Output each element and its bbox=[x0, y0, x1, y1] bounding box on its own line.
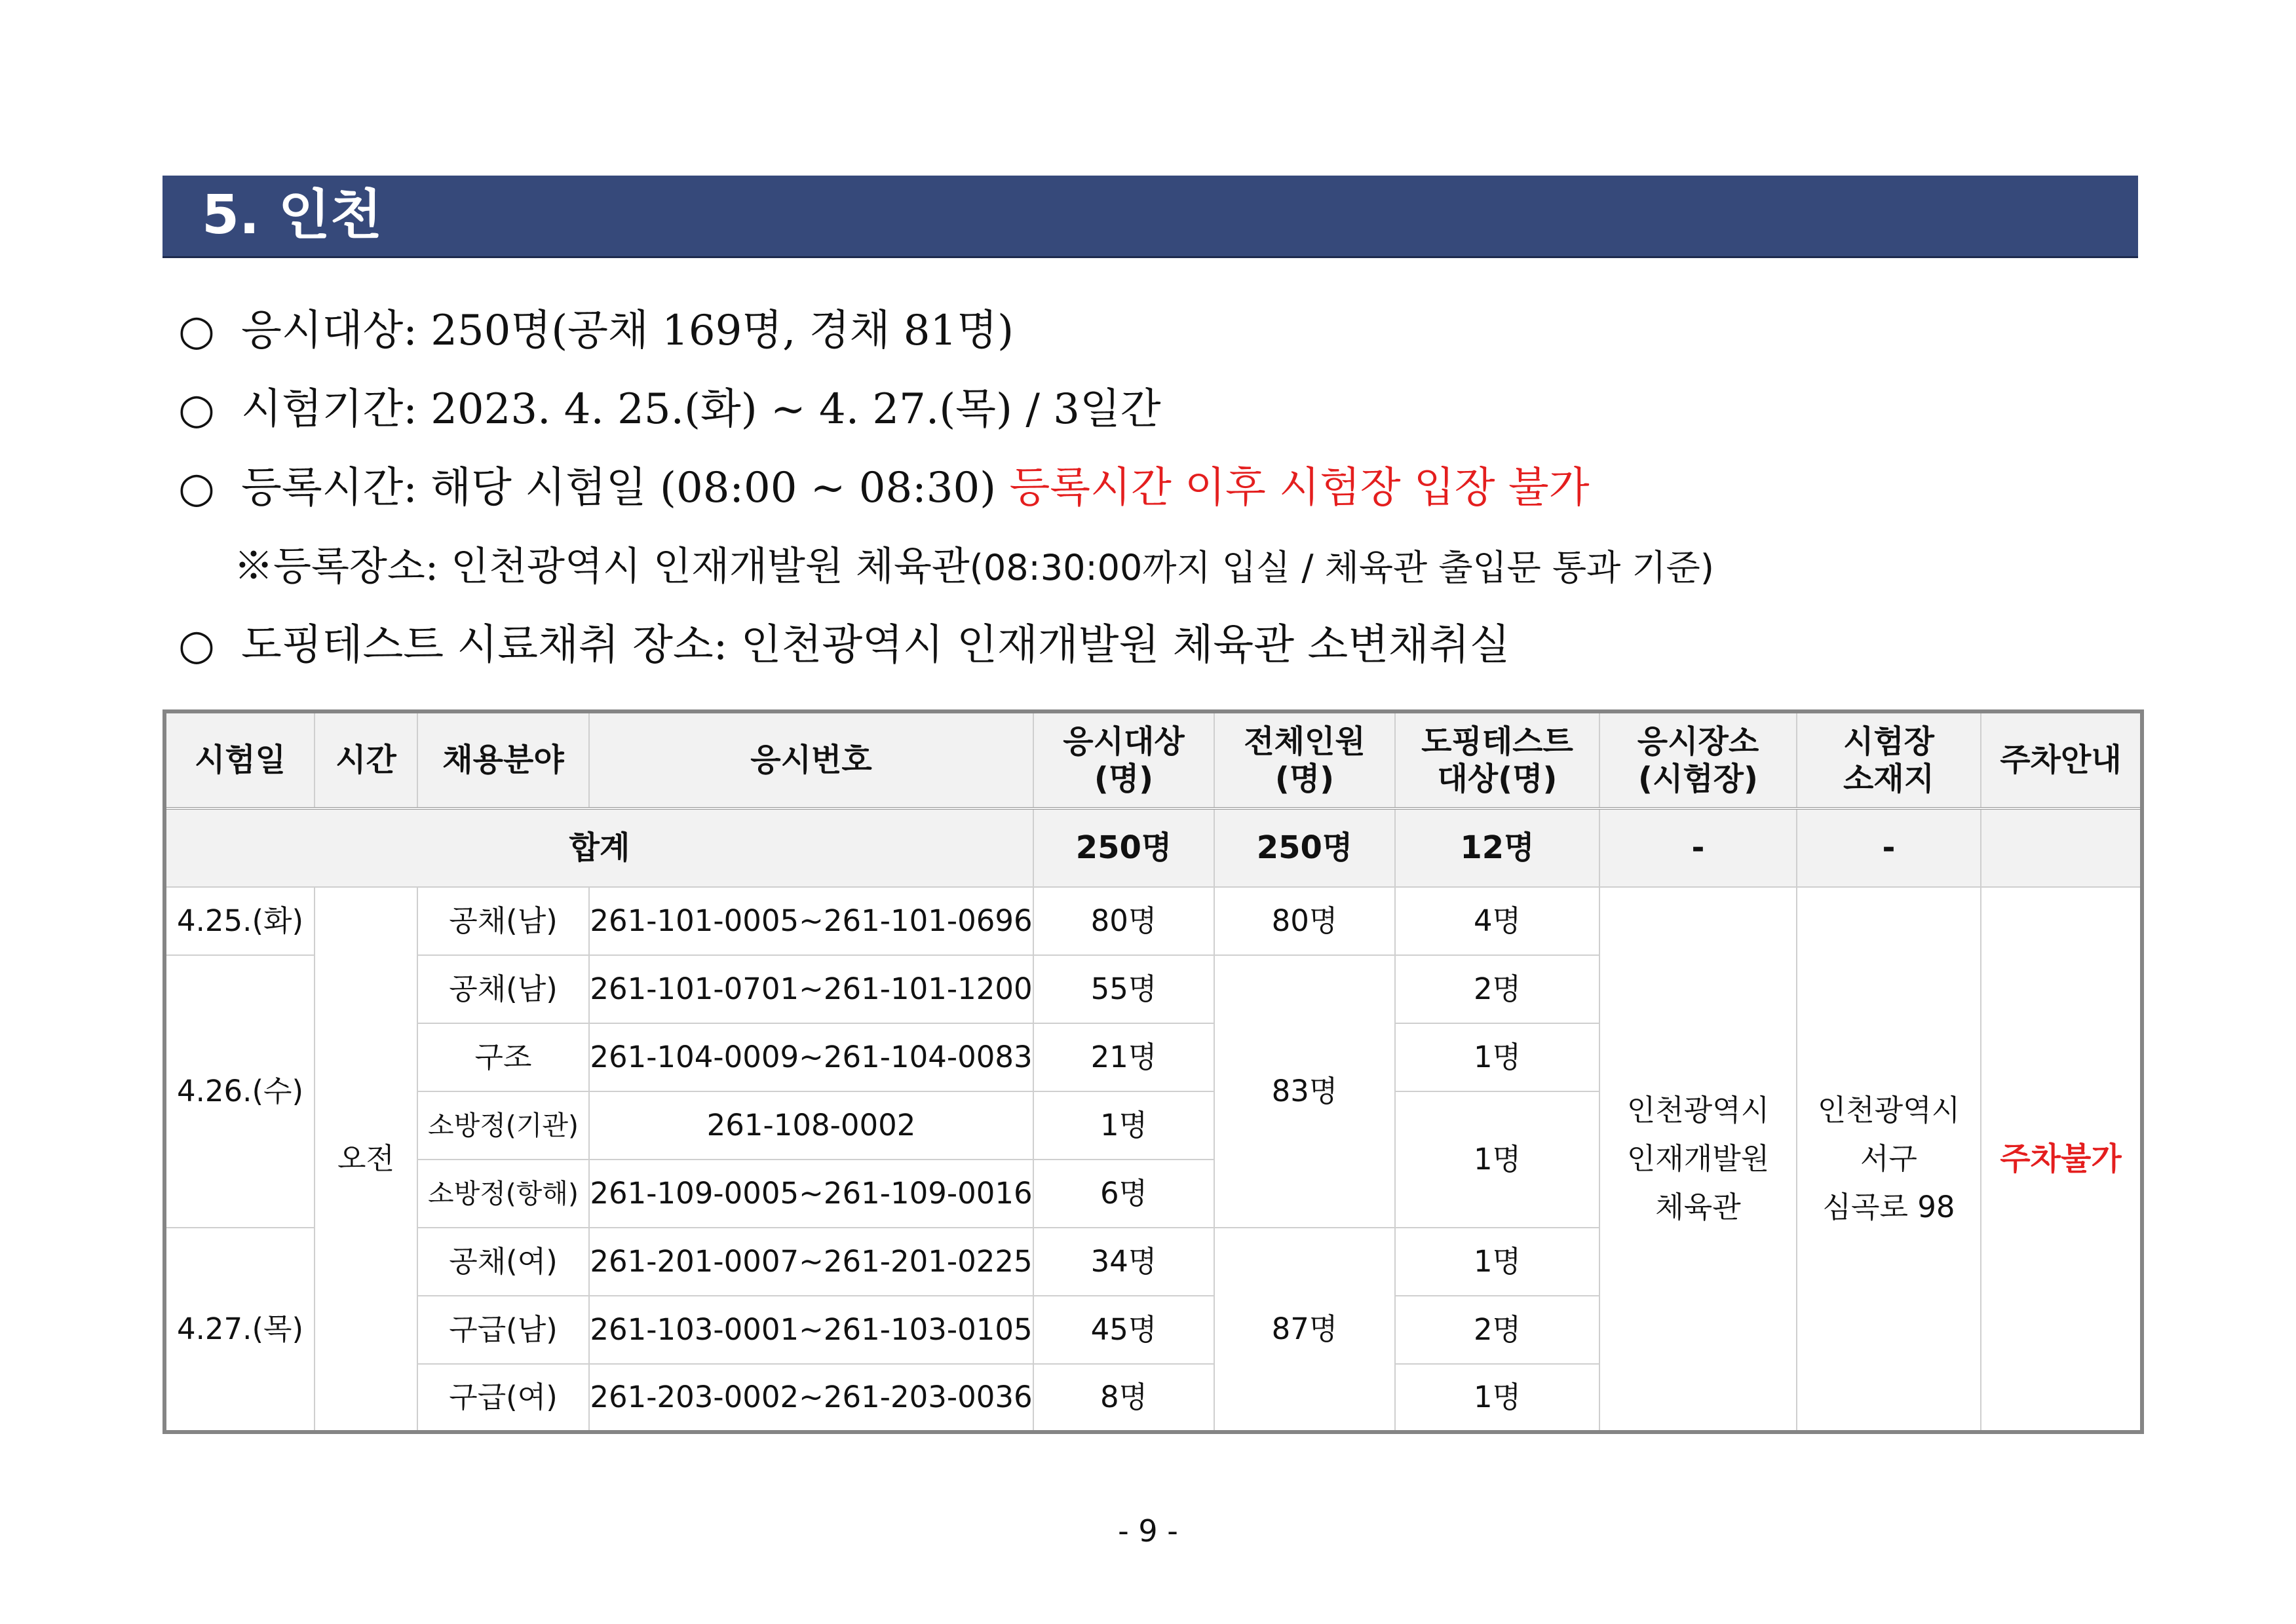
header-line: (시험장) bbox=[1638, 760, 1758, 797]
date-cell: 4.27.(목) bbox=[164, 1228, 315, 1432]
registration-warning: 등록시간 이후 시험장 입장 불가 bbox=[1009, 464, 1590, 512]
applicants-cell: 1명 bbox=[1033, 1091, 1214, 1160]
applicants-cell: 80명 bbox=[1033, 887, 1214, 955]
header-venue bbox=[1599, 711, 1797, 808]
header-address bbox=[1797, 711, 1981, 808]
number-cell: 261-109-0005~261-109-0016 bbox=[589, 1160, 1033, 1228]
bullet-value: 250명 bbox=[430, 307, 552, 355]
field-cell: 공채(남) bbox=[417, 955, 589, 1023]
applicants-cell: 21명 bbox=[1033, 1023, 1214, 1091]
total-label: 합계 bbox=[164, 808, 1033, 887]
doping-cell: 1명 bbox=[1395, 1023, 1599, 1091]
header-line: 전체인원 bbox=[1244, 723, 1366, 760]
section-title: 5. 인천 bbox=[202, 184, 383, 246]
total-venue: - bbox=[1599, 808, 1797, 887]
circle-marker-icon: ○ bbox=[178, 621, 215, 670]
bullet-label: 도핑테스트 시료채취 장소: bbox=[241, 621, 728, 670]
number-cell: 261-103-0001~261-103-0105 bbox=[589, 1296, 1033, 1364]
doping-cell: 2명 bbox=[1395, 955, 1599, 1023]
header-doping bbox=[1395, 711, 1599, 808]
total-address: - bbox=[1797, 808, 1981, 887]
field-cell: 공채(남) bbox=[417, 887, 589, 955]
number-cell: 261-104-0009~261-104-0083 bbox=[589, 1023, 1033, 1091]
section-header-bar bbox=[163, 176, 2138, 258]
header-field: 채용분야 bbox=[417, 711, 589, 808]
applicants-cell: 45명 bbox=[1033, 1296, 1214, 1364]
note-prefix: ※등록장소: 인천광역시 인재개발원 체육관 bbox=[234, 544, 970, 590]
field-cell: 공채(여) bbox=[417, 1228, 589, 1296]
header-line: 응시장소 bbox=[1637, 723, 1759, 760]
circle-marker-icon: ○ bbox=[178, 464, 215, 512]
field-cell: 구급(여) bbox=[417, 1364, 589, 1432]
address-line: 서구 bbox=[1860, 1141, 1917, 1176]
doping-cell: 1명 bbox=[1395, 1228, 1599, 1296]
total-total: 250명 bbox=[1214, 808, 1395, 887]
applicants-cell: 6명 bbox=[1033, 1160, 1214, 1228]
circle-marker-icon: ○ bbox=[178, 307, 215, 355]
field-cell: 소방정(기관) bbox=[417, 1091, 589, 1160]
bullet-doping-place bbox=[178, 621, 1510, 670]
doping-cell: 2명 bbox=[1395, 1296, 1599, 1364]
bullet-value: 2023. 4. 25.(화) ~ 4. 27.(목) / 3일간 bbox=[430, 385, 1161, 434]
total-parking bbox=[1981, 808, 2142, 887]
total-applicants: 250명 bbox=[1033, 808, 1214, 887]
header-line: (명) bbox=[1094, 760, 1154, 797]
header-total bbox=[1214, 711, 1395, 808]
doping-cell: 1명 bbox=[1395, 1364, 1599, 1432]
table-row bbox=[164, 887, 2142, 955]
bullet-label: 등록시간: bbox=[241, 464, 417, 512]
header-parking: 주차안내 bbox=[1981, 711, 2142, 808]
doping-cell: 4명 bbox=[1395, 887, 1599, 955]
number-cell: 261-203-0002~261-203-0036 bbox=[589, 1364, 1033, 1432]
venue-cell bbox=[1599, 887, 1797, 1432]
header-line: 응시대상 bbox=[1063, 723, 1185, 760]
page-number: - 9 - bbox=[1118, 1513, 1178, 1549]
field-cell: 구조 bbox=[417, 1023, 589, 1091]
field-cell: 소방정(항해) bbox=[417, 1160, 589, 1228]
header-line: 대상(명) bbox=[1437, 760, 1558, 797]
total-cell: 80명 bbox=[1214, 887, 1395, 955]
time-cell: 오전 bbox=[315, 887, 417, 1432]
header-applicants bbox=[1033, 711, 1214, 808]
number-cell: 261-101-0005~261-101-0696 bbox=[589, 887, 1033, 955]
number-cell: 261-201-0007~261-201-0225 bbox=[589, 1228, 1033, 1296]
bullet-note: (공채 169명, 경채 81명) bbox=[551, 307, 1014, 355]
venue-line: 체육관 bbox=[1655, 1190, 1741, 1224]
bullet-label: 응시대상: bbox=[241, 307, 417, 355]
address-line: 심곡로 98 bbox=[1822, 1190, 1955, 1224]
date-cell: 4.26.(수) bbox=[164, 955, 315, 1228]
bullet-exam-period bbox=[178, 385, 1161, 434]
header-line: 시험장 bbox=[1843, 723, 1935, 760]
number-cell: 261-101-0701~261-101-1200 bbox=[589, 955, 1033, 1023]
header-line: (명) bbox=[1274, 760, 1335, 797]
header-line: 도핑테스트 bbox=[1421, 723, 1573, 760]
header-date: 시험일 bbox=[164, 711, 315, 808]
total-cell: 83명 bbox=[1214, 955, 1395, 1228]
table-header-row bbox=[164, 711, 2142, 808]
applicants-cell: 8명 bbox=[1033, 1364, 1214, 1432]
exam-schedule-table bbox=[163, 709, 2144, 1434]
header-number: 응시번호 bbox=[589, 711, 1033, 808]
bullet-label: 시험기간: bbox=[241, 385, 417, 434]
parking-cell: 주차불가 bbox=[1981, 887, 2142, 1432]
circle-marker-icon: ○ bbox=[178, 385, 215, 434]
address-cell bbox=[1797, 887, 1981, 1432]
bullet-applicants bbox=[178, 307, 1014, 355]
number-cell: 261-108-0002 bbox=[589, 1091, 1033, 1160]
doping-cell: 1명 bbox=[1395, 1091, 1599, 1228]
bullet-registration-time bbox=[178, 464, 1590, 512]
field-cell: 구급(남) bbox=[417, 1296, 589, 1364]
total-cell: 87명 bbox=[1214, 1228, 1395, 1432]
bullet-value: 해당 시험일 (08:00 ~ 08:30) bbox=[430, 464, 997, 512]
venue-line: 인재개발원 bbox=[1626, 1141, 1770, 1176]
applicants-cell: 55명 bbox=[1033, 955, 1214, 1023]
bullet-value: 인천광역시 인재개발원 체육관 소변채취실 bbox=[740, 621, 1510, 670]
header-line: 소재지 bbox=[1843, 760, 1935, 797]
total-doping: 12명 bbox=[1395, 808, 1599, 887]
date-cell: 4.25.(화) bbox=[164, 887, 315, 955]
applicants-cell: 34명 bbox=[1033, 1228, 1214, 1296]
header-time: 시간 bbox=[315, 711, 417, 808]
venue-line: 인천광역시 bbox=[1626, 1093, 1770, 1127]
registration-place-note bbox=[234, 544, 1714, 590]
total-row bbox=[164, 808, 2142, 887]
address-line: 인천광역시 bbox=[1817, 1093, 1961, 1127]
note-detail: (08:30:00까지 입실 / 체육관 출입문 통과 기준) bbox=[969, 547, 1714, 588]
